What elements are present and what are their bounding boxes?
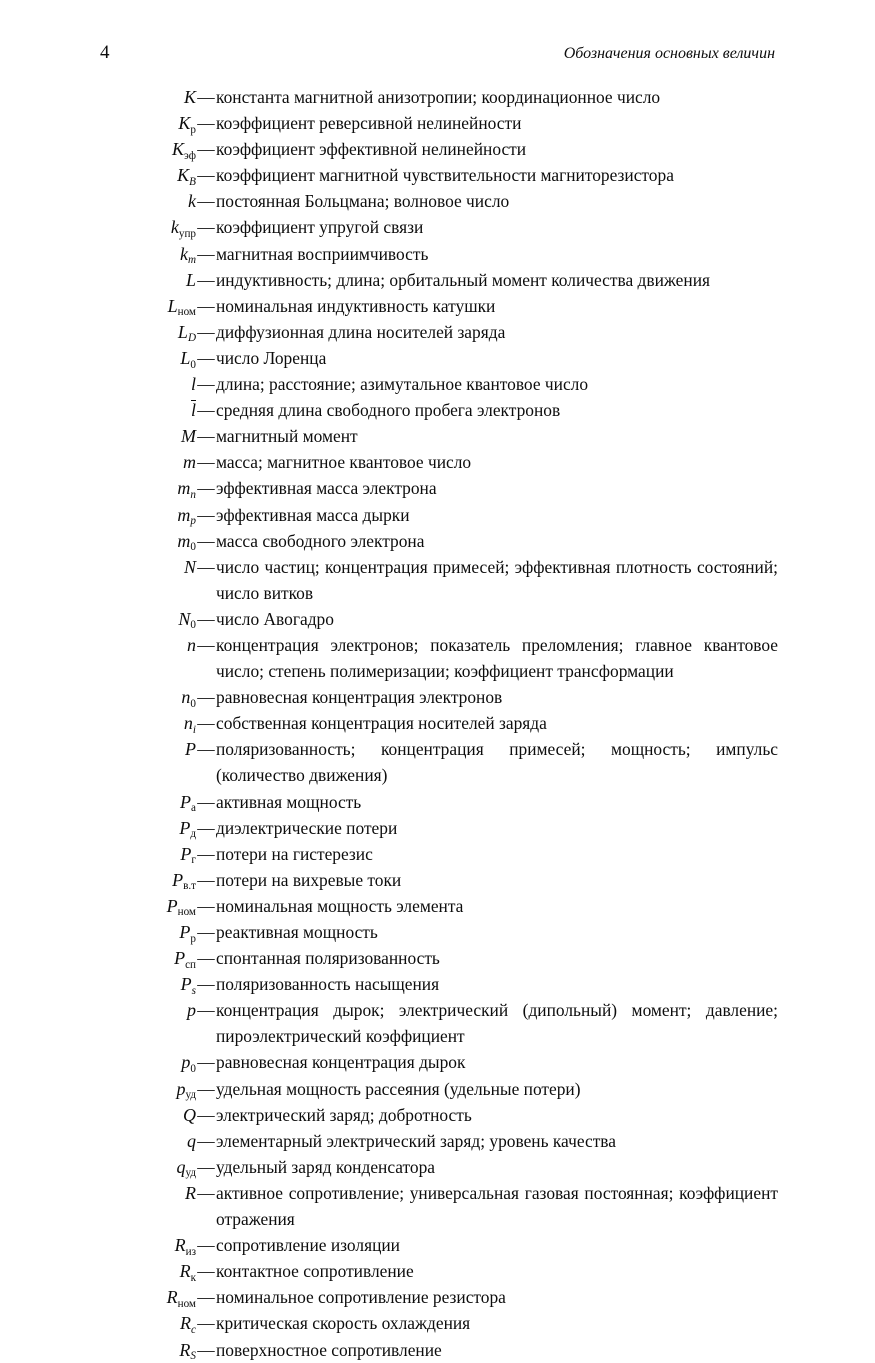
glossary-entry: [100, 919, 780, 945]
entry-symbol-subscript: 0: [190, 1063, 196, 1076]
entry-definition: эффективная масса электрона: [216, 478, 437, 499]
entry-dash: —: [197, 165, 215, 186]
entry-symbol: $m_p$: [177, 504, 196, 528]
entry-definition: спонтанная поляризованность: [216, 948, 440, 969]
entry-dash: —: [197, 1261, 215, 1282]
entry-dash: —: [197, 191, 215, 212]
entry-definition: удельная мощность рассеяния (удельные потери): [216, 1078, 581, 1099]
entry-symbol: $L_0$: [180, 347, 196, 371]
entry-symbol: P: [185, 739, 196, 760]
glossary-entry: [100, 554, 780, 606]
entry-symbol-subscript: c: [191, 1323, 196, 1336]
entry-symbol: l: [190, 400, 196, 421]
entry-definition: магнитная восприимчивость: [216, 243, 429, 264]
entry-definition: активное сопротивление; универсальная газовая постоянная; коэффициент отражения: [216, 1182, 778, 1230]
entry-dash: —: [197, 1078, 215, 1099]
glossary-entry: [100, 371, 780, 397]
glossary-entry: [100, 188, 780, 214]
glossary-entry: [100, 397, 780, 423]
entry-symbol: $K_В$: [177, 165, 196, 188]
entry-dash: —: [197, 321, 215, 342]
entry-dash: —: [197, 608, 215, 629]
entry-dash: —: [197, 1000, 215, 1021]
glossary-list: [100, 84, 780, 1363]
entry-symbol: $m_0$: [177, 530, 196, 554]
glossary-entry: [100, 1284, 780, 1310]
entry-symbol-subscript: 0: [190, 358, 196, 371]
entry-definition: диэлектрические потери: [216, 817, 398, 838]
glossary-entry: [100, 1258, 780, 1284]
glossary-entry: [100, 1049, 780, 1075]
glossary-entry: [100, 945, 780, 971]
glossary-entry: [100, 684, 780, 710]
entry-symbol: $p_{уд}$: [176, 1078, 196, 1102]
entry-dash: —: [197, 426, 215, 447]
entry-definition: коэффициент реверсивной нелинейности: [216, 113, 522, 134]
entry-symbol-subscript: ном: [177, 1297, 196, 1310]
glossary-entry: [100, 1232, 780, 1258]
glossary-entry: [100, 971, 780, 997]
entry-definition: длина; расстояние; азимутальное квантовое число: [216, 374, 589, 395]
entry-dash: —: [197, 504, 215, 525]
entry-definition: собственная концентрация носителей заряда: [216, 713, 547, 734]
entry-symbol: $K_р$: [178, 113, 196, 136]
glossary-entry: [100, 162, 780, 188]
entry-symbol: Q: [183, 1104, 196, 1125]
entry-definition: постоянная Больцмана; волновое число: [216, 191, 510, 212]
entry-definition: концентрация дырок; электрический (дипольный) момент; давление; пироэлектрический коэффициент: [216, 1000, 778, 1047]
entry-symbol-subscript: уд: [185, 1089, 196, 1102]
entry-definition: номинальное сопротивление резистора: [216, 1287, 506, 1308]
entry-definition: диффузионная длина носителей заряда: [216, 321, 506, 342]
entry-symbol: $R_к$: [179, 1261, 196, 1284]
glossary-entry: [100, 997, 780, 1049]
entry-dash: —: [197, 1156, 215, 1177]
entry-dash: —: [197, 269, 215, 290]
entry-symbol: $K_{эф}$: [172, 139, 196, 162]
entry-symbol: L: [185, 269, 196, 290]
entry-dash: —: [197, 817, 215, 838]
entry-dash: —: [197, 687, 215, 708]
entry-symbol: $P_s$: [180, 974, 196, 997]
entry-symbol: $P_р$: [179, 922, 196, 945]
glossary-entry: [100, 1076, 780, 1102]
glossary-entry: [100, 502, 780, 528]
entry-definition: критическая скорость охлаждения: [216, 1313, 471, 1334]
glossary-entry: [100, 841, 780, 867]
glossary-entry: [100, 319, 780, 345]
glossary-entry: [100, 528, 780, 554]
entry-symbol: $m_n$: [177, 478, 196, 501]
glossary-entry: [100, 632, 780, 684]
entry-definition: реактивная мощность: [216, 922, 378, 942]
entry-dash: —: [197, 452, 215, 473]
entry-symbol: m: [183, 452, 196, 473]
glossary-entry: [100, 893, 780, 919]
entry-definition: число Лоренца: [216, 347, 327, 368]
entry-definition: сопротивление изоляции: [216, 1235, 400, 1256]
entry-dash: —: [197, 634, 215, 655]
entry-symbol: $P_г$: [180, 843, 196, 867]
entry-definition: число частиц; концентрация примесей; эффективная плотность состояний; число витков: [216, 556, 778, 603]
entry-dash: —: [197, 1313, 215, 1334]
glossary-entry: [100, 475, 780, 501]
entry-symbol: R: [185, 1182, 196, 1203]
entry-symbol: $n_i$: [183, 713, 196, 736]
entry-dash: —: [197, 1052, 215, 1073]
glossary-entry: [100, 136, 780, 162]
glossary-entry: [100, 1102, 780, 1128]
glossary-entry: [100, 267, 780, 293]
running-head: [100, 42, 775, 64]
glossary-entry: [100, 867, 780, 893]
entry-dash: —: [197, 895, 215, 916]
entry-definition: индуктивность; длина; орбитальный момент количества движения: [216, 269, 710, 290]
entry-dash: —: [197, 87, 215, 107]
entry-dash: —: [197, 869, 215, 890]
entry-symbol: $P_д$: [179, 817, 196, 841]
entry-symbol-subscript: г: [191, 854, 196, 867]
entry-symbol: $p_0$: [181, 1052, 196, 1076]
entry-symbol: $n_0$: [181, 687, 196, 710]
entry-definition: эффективная масса дырки: [216, 504, 410, 525]
entry-symbol: $P_{в.т}$: [172, 869, 196, 893]
entry-symbol: $P_{ном}$: [166, 895, 196, 919]
entry-symbol-subscript: в.т: [183, 880, 196, 893]
entry-symbol-subscript: D: [187, 332, 196, 345]
entry-symbol-subscript: 0: [190, 697, 196, 710]
entry-symbol-subscript: n: [190, 488, 196, 501]
entry-symbol-subscript: р: [190, 932, 196, 945]
entry-dash: —: [197, 400, 215, 421]
glossary-entry: [100, 449, 780, 475]
entry-symbol: $R_{ном}$: [166, 1287, 196, 1310]
entry-dash: —: [197, 217, 215, 238]
entry-definition: равновесная концентрация дырок: [216, 1052, 466, 1073]
entry-symbol-subscript: а: [191, 802, 196, 815]
glossary-entry: [100, 1337, 780, 1363]
glossary-entry: [100, 606, 780, 632]
entry-symbol-subscript: к: [190, 1271, 196, 1284]
glossary-entry: [100, 345, 780, 371]
glossary-entry: [100, 214, 780, 240]
entry-definition: удельный заряд конденсатора: [216, 1156, 436, 1177]
glossary-entry: [100, 736, 780, 788]
entry-dash: —: [197, 974, 215, 995]
entry-symbol: p: [187, 1000, 196, 1021]
entry-dash: —: [197, 1182, 215, 1203]
entry-dash: —: [197, 1287, 215, 1308]
entry-definition: равновесная концентрация электронов: [216, 687, 503, 708]
entry-dash: —: [197, 113, 215, 134]
entry-symbol: k: [188, 191, 196, 212]
entry-definition: средняя длина свободного пробега электронов: [216, 400, 561, 421]
glossary-entry: [100, 1180, 780, 1232]
entry-dash: —: [197, 1130, 215, 1151]
glossary-entry: [100, 1154, 780, 1180]
entry-definition: масса свободного электрона: [216, 530, 425, 551]
entry-symbol-subscript: эф: [184, 149, 196, 162]
entry-symbol: $P_а$: [180, 791, 196, 815]
entry-symbol: N: [183, 556, 196, 577]
entry-symbol-subscript: д: [190, 828, 196, 841]
entry-definition: потери на вихревые токи: [216, 869, 402, 890]
entry-definition: элементарный электрический заряд; уровень качества: [216, 1130, 616, 1151]
entry-dash: —: [197, 1104, 215, 1125]
entry-symbol-subscript: ном: [177, 306, 196, 319]
glossary-entry: [100, 293, 780, 319]
entry-definition: магнитный момент: [216, 426, 358, 447]
entry-dash: —: [197, 347, 215, 368]
glossary-entry: [100, 1128, 780, 1154]
entry-symbol-subscript: S: [190, 1350, 196, 1363]
entry-dash: —: [197, 843, 215, 864]
glossary-entry: [100, 84, 780, 110]
entry-symbol-subscript: уд: [185, 1167, 196, 1180]
entry-symbol-subscript: упр: [178, 228, 196, 241]
glossary-entry: [100, 1310, 780, 1336]
entry-dash: —: [197, 1235, 215, 1256]
entry-symbol: M: [181, 426, 196, 447]
entry-definition: масса; магнитное квантовое число: [216, 452, 472, 473]
entry-definition: коэффициент эффективной нелинейности: [216, 139, 527, 160]
entry-dash: —: [197, 295, 215, 316]
glossary-entry: [100, 423, 780, 449]
entry-dash: —: [197, 713, 215, 734]
entry-symbol-subscript: 0: [190, 541, 196, 554]
entry-symbol: K: [183, 87, 196, 107]
entry-symbol-subscript: p: [190, 515, 196, 528]
entry-definition: контактное сопротивление: [216, 1261, 414, 1282]
running-head-title: Обозначения основных величин: [563, 45, 775, 62]
entry-symbol: q: [187, 1130, 196, 1151]
entry-dash: —: [197, 948, 215, 969]
page-number: 4: [100, 42, 110, 63]
entry-dash: —: [197, 478, 215, 499]
entry-symbol-subscript: из: [185, 1245, 196, 1258]
entry-symbol: $k_{упр}$: [170, 217, 196, 241]
entry-symbol-subscript: m: [187, 254, 196, 267]
entry-symbol-subscript: 0: [190, 619, 196, 632]
entry-dash: —: [197, 922, 215, 942]
glossary-entry: [100, 815, 780, 841]
glossary-entry: [100, 789, 780, 815]
entry-symbol-subscript: В: [189, 175, 196, 188]
entry-dash: —: [197, 530, 215, 551]
glossary-entry: [100, 110, 780, 136]
entry-symbol: $L_D$: [177, 321, 196, 345]
entry-definition: концентрация электронов; показатель преломления; главное квантовое число; степень полимеризации; коэффициент трансформации: [216, 634, 778, 682]
entry-definition: активная мощность: [216, 791, 362, 812]
entry-definition: константа магнитной анизотропии; координационное число: [216, 87, 661, 107]
entry-definition: поверхностное сопротивление: [216, 1339, 442, 1360]
glossary-entry: [100, 710, 780, 736]
entry-symbol-subscript: р: [190, 123, 196, 136]
entry-definition: поляризованность насыщения: [216, 974, 440, 995]
entry-definition: коэффициент магнитной чувствительности магниторезистора: [216, 165, 674, 186]
glossary-entry: [100, 241, 780, 267]
entry-symbol: $q_{уд}$: [176, 1156, 196, 1180]
entry-symbol: $N_0$: [178, 608, 196, 632]
entry-dash: —: [197, 374, 215, 395]
entry-symbol: $k_m$: [179, 243, 196, 267]
entry-definition: номинальная мощность элемента: [216, 895, 464, 916]
entry-symbol: l: [190, 374, 196, 395]
entry-symbol: $R_{из}$: [174, 1235, 196, 1258]
entry-symbol: $P_{сп}$: [174, 948, 196, 971]
entry-symbol: $L_{ном}$: [167, 295, 196, 319]
entry-symbol: n: [187, 634, 196, 655]
entry-dash: —: [197, 1339, 215, 1360]
entry-definition: поляризованность; концентрация примесей; мощность; импульс (количество движения): [216, 739, 778, 786]
entry-definition: номинальная индуктивность катушки: [216, 295, 496, 316]
entry-dash: —: [197, 791, 215, 812]
entry-definition: коэффициент упругой связи: [216, 217, 424, 238]
entry-dash: —: [197, 556, 215, 577]
entry-symbol: $R_c$: [180, 1313, 196, 1336]
entry-definition: электрический заряд; добротность: [216, 1104, 472, 1125]
entry-dash: —: [197, 739, 215, 760]
entry-symbol-subscript: s: [191, 984, 196, 997]
entry-definition: число Авогадро: [216, 608, 334, 629]
entry-definition: потери на гистерезис: [216, 843, 373, 864]
entry-symbol-subscript: ном: [177, 906, 196, 919]
entry-symbol: $R_S$: [179, 1339, 196, 1363]
entry-dash: —: [197, 139, 215, 160]
entry-dash: —: [197, 243, 215, 264]
entry-symbol-subscript: сп: [185, 958, 196, 971]
entry-symbol-subscript: i: [192, 723, 196, 736]
